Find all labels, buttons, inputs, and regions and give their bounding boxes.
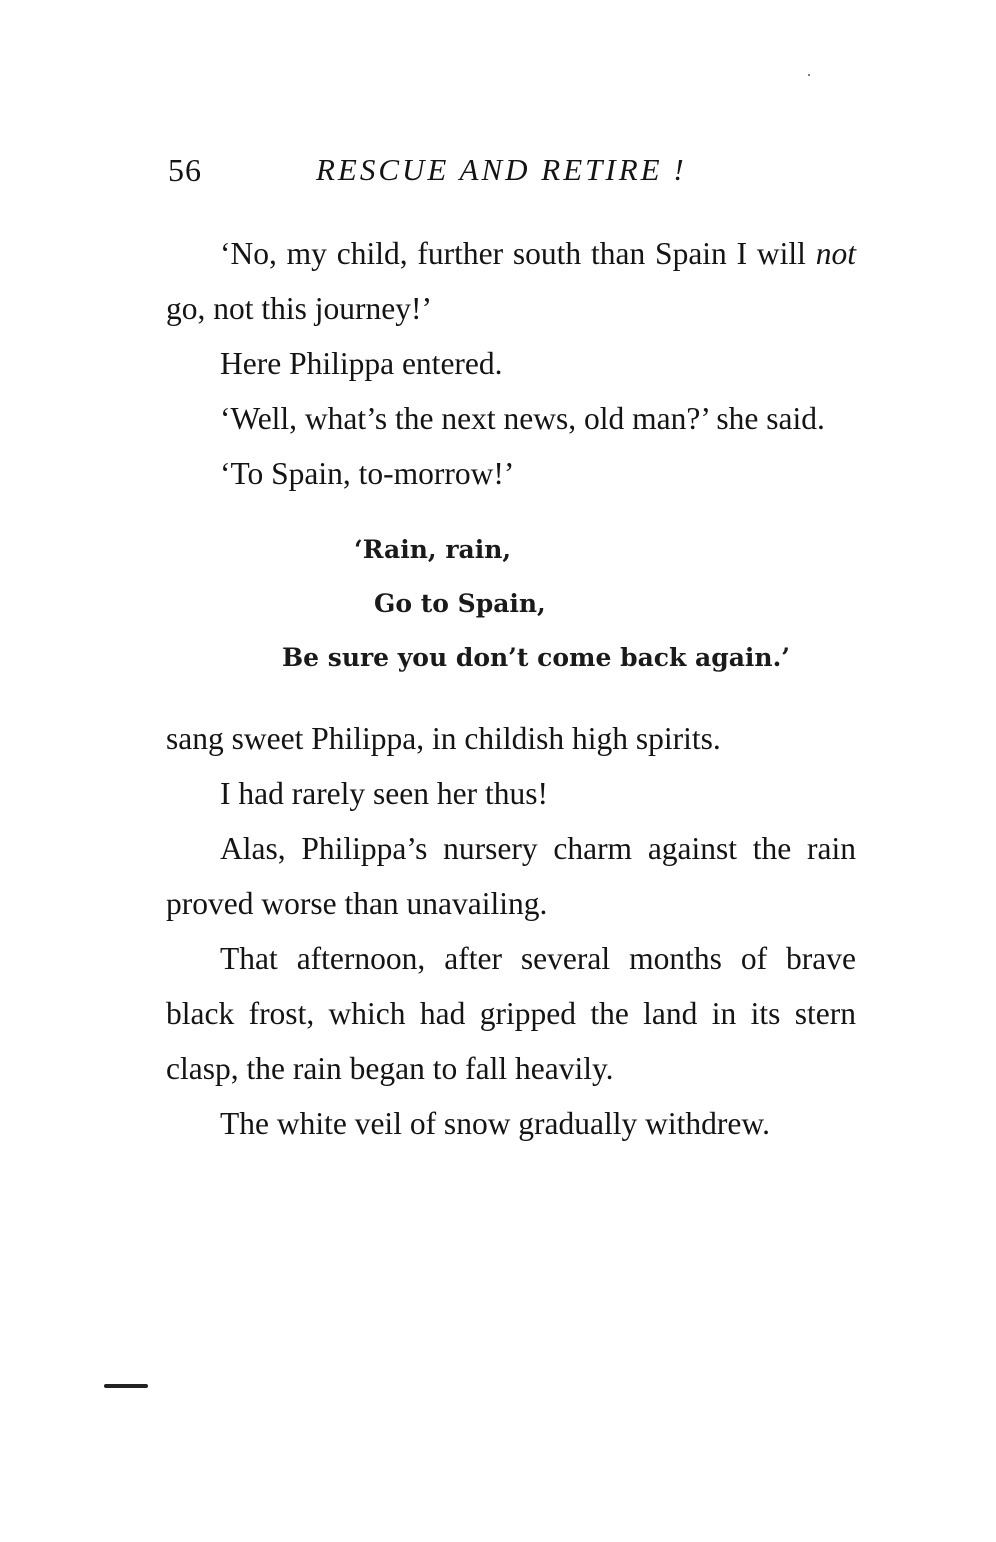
paragraph-5: sang sweet Philippa, in childish high spirits. bbox=[166, 721, 721, 756]
paragraph-4: ‘To Spain, to-morrow!’ bbox=[220, 456, 515, 491]
paragraph-9: The white veil of snow gradually withdrew. bbox=[220, 1106, 770, 1141]
paragraph-2: Here Philippa entered. bbox=[220, 346, 503, 381]
page-number: 56 bbox=[168, 152, 202, 188]
paragraph-1: ‘No, my child, further south than Spain I will not go, not this journey!’ bbox=[166, 236, 856, 326]
print-speck bbox=[808, 74, 810, 76]
verse-line-3: Be sure you don’t come back again.’ bbox=[282, 643, 790, 672]
running-head: RESCUE AND RETIRE ! bbox=[316, 152, 687, 187]
paragraph-3: ‘Well, what’s the next news, old man?’ she said. bbox=[220, 401, 825, 436]
body-text bbox=[166, 226, 856, 1151]
paragraph-7: Alas, Philippa’s nursery charm against the rain proved worse than unavailing. bbox=[166, 831, 856, 921]
page-header bbox=[168, 152, 858, 196]
emphasis-not: not bbox=[815, 236, 856, 271]
paragraph-8: That afternoon, after several months of brave black frost, which had gripped the land in its stern clasp, the rain began to fall heavily. bbox=[166, 941, 856, 1086]
verse-line-1: ‘Rain, rain, bbox=[354, 535, 512, 564]
paragraph-6: I had rarely seen her thus! bbox=[220, 776, 548, 811]
verse-line-2: Go to Spain, bbox=[374, 589, 546, 618]
printer-mark bbox=[104, 1384, 148, 1388]
verse-quote bbox=[166, 523, 856, 685]
